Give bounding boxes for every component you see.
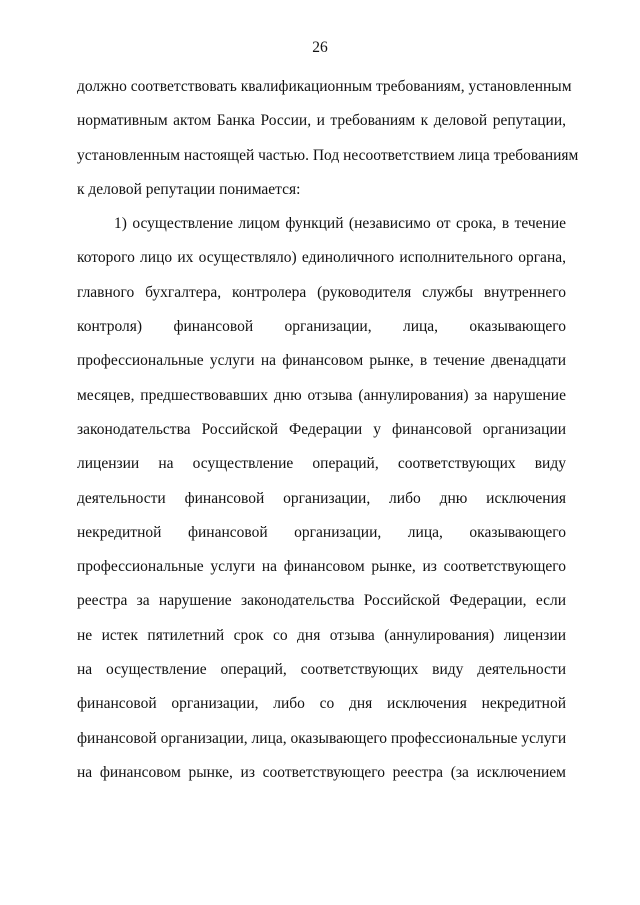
paragraph-2-line: лицензии на осуществление операций, соответствующих виду <box>77 455 566 473</box>
paragraph-2-line: профессиональные услуги на финансовом рынке, из соответствующего <box>77 558 566 576</box>
paragraph-2-line: деятельности финансовой организации, либо дню исключения <box>77 489 566 507</box>
paragraph-2-line: на финансовом рынке, из соответствующего реестра (за исключением <box>77 763 566 781</box>
paragraph-2-line: месяцев, предшествовавших дню отзыва (аннулирования) за нарушение <box>77 386 566 404</box>
paragraph-1-line: должно соответствовать квалификационным требованиям, установленным <box>77 78 572 95</box>
paragraph-2-line: законодательства Российской Федерации у финансовой организации <box>77 420 566 438</box>
paragraph-2-line: не истек пятилетний срок со дня отзыва (аннулирования) лицензии <box>77 626 566 644</box>
paragraph-2-line: 1) осуществление лицом функций (независимо от срока, в течение <box>114 215 566 233</box>
paragraph-1-line: к деловой репутации понимается: <box>77 180 301 198</box>
paragraph-1-line: установленным настоящей частью. Под несоответствием лица требованиям <box>77 146 579 164</box>
paragraph-2-line: профессиональные услуги на финансовом рынке, в течение двенадцати <box>77 352 566 370</box>
paragraph-2-line: финансовой организации, лица, оказывающего профессиональные услуги <box>77 729 567 747</box>
paragraph-2-line: контроля) финансовой организации, лица, оказывающего <box>77 318 566 336</box>
paragraph-2-line: на осуществление операций, соответствующих виду деятельности <box>77 661 566 679</box>
paragraph-2-line: некредитной финансовой организации, лица, оказывающего <box>77 523 566 541</box>
paragraph-1-line: нормативным актом Банка России, и требованиям к деловой репутации, <box>77 112 566 130</box>
paragraph-2-line: реестра за нарушение законодательства Российской Федерации, если <box>77 592 566 610</box>
paragraph-2-line: финансовой организации, либо со дня исключения некредитной <box>77 695 566 713</box>
body-text <box>77 77 579 797</box>
paragraph-2-line: которого лицо их осуществляло) единоличного исполнительного органа, <box>77 249 566 267</box>
paragraph-2-line: главного бухгалтера, контролера (руководителя службы внутреннего <box>77 283 566 301</box>
page-number: 26 <box>312 39 328 56</box>
